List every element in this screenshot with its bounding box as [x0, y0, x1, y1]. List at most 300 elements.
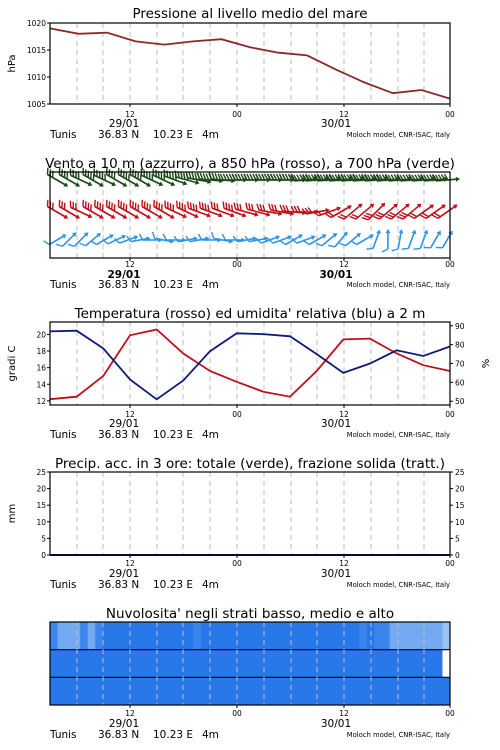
cloud-cell	[125, 677, 133, 705]
y-right-tick-label: 20	[455, 484, 465, 494]
cloud-cell	[103, 622, 111, 650]
cloud-cell	[171, 650, 179, 678]
cloud-cell	[141, 622, 149, 650]
cloud-cell	[442, 622, 450, 650]
location-alt: 4m	[202, 729, 219, 741]
cloud-cell	[276, 677, 284, 705]
wind-barb	[433, 173, 461, 184]
cloud-cell	[88, 650, 96, 678]
cloud-cell	[344, 677, 352, 705]
x-tick-label: 12	[125, 709, 135, 718]
cloud-cell	[193, 622, 201, 650]
wind-barb-head	[75, 214, 81, 220]
cloud-cell	[427, 650, 435, 678]
cloud-cell	[216, 650, 224, 678]
cloud-cell	[133, 677, 141, 705]
x-tick-label: 12	[125, 260, 135, 269]
location-name: Tunis	[50, 429, 77, 441]
wind-barb-flag	[174, 236, 178, 242]
cloud-cell	[276, 622, 284, 650]
wind-barb-flag	[56, 242, 62, 248]
cloud-cell	[314, 677, 322, 705]
date-label: 29/01	[108, 418, 140, 430]
wind-barb-head	[171, 182, 177, 188]
cloud-cell	[299, 677, 307, 705]
wind-barb-head	[88, 214, 94, 220]
cloud-cell	[269, 622, 277, 650]
cloud-cell	[163, 622, 171, 650]
x-tick-label: 12	[339, 709, 349, 718]
cloud-cell	[50, 650, 58, 678]
wind-barb-flag	[185, 172, 189, 178]
cloud-cell	[375, 677, 383, 705]
wind-barb-flag	[68, 242, 74, 248]
cloud-cell	[224, 650, 232, 678]
wind-barb-head	[109, 232, 115, 238]
wind-barb-head	[183, 181, 188, 187]
y-tick-label: 16	[36, 363, 46, 373]
x-tick-label: 00	[445, 559, 455, 568]
cloud-cell	[178, 622, 186, 650]
cloud-cell	[156, 677, 164, 705]
y-tick-label: 20	[36, 330, 46, 340]
x-tick-label: 00	[445, 410, 455, 419]
cloud-cell	[412, 677, 420, 705]
cloud-cell	[322, 677, 330, 705]
cloud-cell	[246, 650, 254, 678]
chart-title: Precip. acc. in 3 ore: totale (verde), frazione solida (tratt.)	[55, 456, 445, 472]
wind-barb-head	[159, 182, 165, 188]
y-axis-label: mm	[7, 503, 18, 524]
cloud-cell	[390, 622, 398, 650]
wind-barb-flag	[279, 205, 283, 211]
cloud-cell	[344, 650, 352, 678]
pressure-line	[50, 28, 450, 98]
cloud-cell	[254, 677, 262, 705]
cloud-cell	[314, 622, 322, 650]
wind-barb-head	[75, 182, 81, 188]
y-tick-label: 14	[36, 380, 46, 390]
x-tick-label: 00	[445, 709, 455, 718]
cloud-cell	[118, 650, 126, 678]
wind-barb-head	[398, 229, 404, 234]
wind-barb-flag	[392, 248, 398, 252]
wind-barb	[186, 232, 210, 244]
wind-barb-flag	[268, 204, 272, 210]
model-credit: Moloch model, CNR-ISAC, Italy	[346, 731, 450, 739]
wind-barb	[79, 228, 102, 249]
cloud-cell	[299, 622, 307, 650]
location-name: Tunis	[50, 129, 77, 141]
cloud-cell	[254, 650, 262, 678]
cloud-cell	[239, 622, 247, 650]
y-right-tick-label: 25	[455, 468, 465, 477]
y-right-tick-label: 10	[455, 517, 465, 527]
cloud-cell	[148, 650, 156, 678]
cloud-cell	[442, 677, 450, 705]
wind-barb-flag	[328, 243, 335, 249]
y-tick-label: 10	[36, 517, 46, 527]
y-tick-label: 1020	[26, 19, 46, 28]
wind-barb-shaft	[74, 234, 87, 247]
cloud-cell	[382, 677, 390, 705]
cloud-cell	[50, 622, 58, 650]
wind-barb-flag	[174, 201, 179, 208]
wind-barb-flag	[250, 174, 253, 180]
cloud-cell	[125, 622, 133, 650]
cloud-cell	[65, 677, 73, 705]
wind-barb	[174, 232, 198, 244]
date-label: 29/01	[108, 118, 140, 130]
wind-barb-shaft	[408, 232, 414, 249]
cloud-cell	[299, 650, 307, 678]
cloud-cell	[193, 650, 201, 678]
date-label: 30/01	[320, 718, 352, 730]
cloud-cell	[110, 677, 118, 705]
wind-barb-shaft	[49, 236, 65, 245]
y-tick-label: 1015	[26, 46, 46, 55]
cloud-cell	[186, 622, 194, 650]
wind-barb-head	[412, 229, 418, 234]
wind-barb-head	[123, 182, 129, 188]
wind-barb-head	[170, 214, 176, 220]
cloud-cell	[65, 622, 73, 650]
cloud-cell	[201, 622, 209, 650]
cloud-cell	[427, 622, 435, 650]
cloud-cell	[80, 622, 88, 650]
cloud-cell	[314, 650, 322, 678]
wind-barb-flag	[436, 245, 443, 251]
model-credit: Moloch model, CNR-ISAC, Italy	[346, 131, 450, 139]
y-tick-label: 1005	[26, 100, 46, 109]
cloud-cell	[246, 622, 254, 650]
wind-barb	[328, 228, 349, 251]
wind-barb-flag	[256, 204, 260, 210]
cloud-cell	[390, 650, 398, 678]
cloud-cell	[412, 622, 420, 650]
cloud-cell	[359, 677, 367, 705]
wind-barb-head	[311, 234, 316, 240]
x-tick-label: 00	[445, 110, 455, 119]
cloud-cell	[201, 677, 209, 705]
location-lat: 36.83 N	[98, 279, 140, 291]
wind-barb-head	[456, 176, 460, 181]
wind-barb-head	[62, 232, 68, 238]
cloud-cell	[284, 677, 292, 705]
wind-barb-flag	[339, 241, 345, 248]
cloud-cell	[329, 622, 337, 650]
cloud-cell	[193, 677, 201, 705]
wind-barb-flag	[221, 202, 226, 209]
date-label: 30/01	[320, 118, 352, 130]
wind-barb	[140, 234, 163, 243]
location-lat: 36.83 N	[98, 579, 140, 591]
cloud-cell	[110, 622, 118, 650]
cloud-cell	[141, 677, 149, 705]
wind-barb-flag	[382, 249, 388, 252]
wind-barb-head	[146, 182, 152, 188]
cloud-cell	[329, 677, 337, 705]
wind-barb-flag	[226, 174, 229, 180]
cloud-cell	[382, 650, 390, 678]
y-tick-label: 1010	[26, 73, 46, 82]
cloud-cell	[231, 677, 239, 705]
wind-barb-flag	[366, 246, 373, 251]
cloud-cell	[208, 677, 216, 705]
cloud-cell	[224, 677, 232, 705]
cloud-cell	[224, 622, 232, 650]
wind-barb-flag	[277, 174, 280, 180]
model-credit: Moloch model, CNR-ISAC, Italy	[346, 431, 450, 439]
x-tick-label: 12	[125, 410, 135, 419]
plot-frame	[50, 472, 450, 555]
location-alt: 4m	[202, 279, 219, 291]
cloud-cell	[269, 677, 277, 705]
cloud-cell	[322, 622, 330, 650]
cloud-cell	[292, 650, 300, 678]
wind-barb-flag	[222, 234, 225, 240]
cloud-cell	[405, 650, 413, 678]
x-tick-label: 12	[125, 110, 135, 119]
cloud-cell	[216, 677, 224, 705]
x-tick-label: 12	[339, 260, 349, 269]
wind-barb-shaft	[398, 231, 401, 249]
cloud-cell	[239, 677, 247, 705]
location-lat: 36.83 N	[98, 429, 140, 441]
x-tick-label: 12	[339, 110, 349, 119]
cloud-cell	[329, 650, 337, 678]
y-tick-label: 0	[41, 551, 46, 560]
wind-barb-flag	[223, 174, 226, 180]
location-alt: 4m	[202, 429, 219, 441]
wind-barb-flag	[297, 206, 300, 212]
cloud-cell	[375, 650, 383, 678]
wind-barb-head	[123, 214, 129, 220]
cloud-cell	[118, 622, 126, 650]
cloud-cell	[405, 677, 413, 705]
wind-barb-head	[437, 229, 443, 235]
y-tick-label: 12	[36, 396, 46, 406]
date-label: 29/01	[108, 568, 140, 580]
cloud-cell	[65, 650, 73, 678]
wind-barb-head	[99, 214, 105, 220]
wind-barb-shaft	[357, 236, 373, 245]
wind-barb	[210, 232, 234, 244]
cloud-cell	[390, 677, 398, 705]
cloud-cell	[261, 622, 269, 650]
y-tick-label: 20	[36, 484, 46, 494]
wind-barb-head	[230, 213, 235, 219]
date-label: 29/01	[108, 718, 140, 730]
cloud-cell	[397, 677, 405, 705]
cloud-cell	[80, 650, 88, 678]
model-credit: Moloch model, CNR-ISAC, Italy	[346, 581, 450, 589]
wind-barb-flag	[152, 232, 156, 238]
model-credit: Moloch model, CNR-ISAC, Italy	[346, 281, 450, 289]
wind-barb-head	[194, 214, 200, 220]
wind-barb-head	[111, 214, 117, 220]
wind-barb-head	[206, 213, 211, 219]
cloud-cell	[118, 677, 126, 705]
wind-barb-flag	[68, 201, 73, 208]
cloud-cell	[405, 622, 413, 650]
cloud-cell	[103, 650, 111, 678]
cloud-cell	[103, 677, 111, 705]
y-right-tick-label: 0	[455, 551, 460, 560]
wind-barb	[436, 227, 455, 251]
wind-barb-shaft	[373, 232, 379, 249]
cloud-cell	[261, 677, 269, 705]
x-tick-label: 00	[232, 260, 242, 269]
cloud-cell	[359, 650, 367, 678]
x-tick-label: 12	[339, 410, 349, 419]
wind-barb-flag	[285, 174, 288, 180]
location-lon: 10.23 E	[153, 729, 194, 741]
cloud-cell	[442, 650, 450, 678]
wind-barb	[366, 228, 382, 253]
y-right-tick-label: 50	[455, 397, 465, 407]
cloud-cell	[186, 650, 194, 678]
cloud-cell	[261, 650, 269, 678]
wind-barb-head	[88, 182, 94, 188]
cloud-cell	[239, 650, 247, 678]
cloud-cell	[171, 622, 179, 650]
cloud-cell	[216, 622, 224, 650]
wind-barb-head	[111, 182, 117, 188]
cloud-cell	[50, 677, 58, 705]
wind-barb-head	[134, 182, 140, 188]
chart-title: Pressione al livello medio del mare	[132, 6, 368, 22]
cloud-cell	[58, 677, 66, 705]
date-label: 30/01	[320, 568, 352, 580]
cloud-cell	[186, 677, 194, 705]
x-tick-label: 00	[445, 260, 455, 269]
wind-barb-flag	[44, 239, 50, 246]
wind-barb-flag	[186, 202, 191, 209]
x-tick-label: 00	[232, 709, 242, 718]
y-right-tick-label: 70	[455, 359, 465, 369]
wind-barb-shaft	[431, 232, 440, 248]
cloud-cell	[125, 650, 133, 678]
wind-barb-head	[64, 182, 70, 188]
wind-barb-flag	[424, 245, 431, 251]
cloud-cell	[110, 650, 118, 678]
y-right-tick-label: 60	[455, 378, 465, 388]
cloud-cell	[80, 677, 88, 705]
x-tick-label: 00	[232, 410, 242, 419]
cloud-cell	[133, 650, 141, 678]
cloud-cell	[73, 677, 81, 705]
y-tick-label: 5	[41, 534, 46, 544]
wind-barb-head	[218, 213, 223, 219]
wind-barb-flag	[238, 174, 241, 180]
y-axis-label: hPa	[7, 54, 18, 73]
x-tick-label: 00	[232, 559, 242, 568]
cloud-cell	[95, 677, 103, 705]
wind-barb	[325, 200, 353, 221]
location-lon: 10.23 E	[153, 579, 194, 591]
cloud-cell	[133, 622, 141, 650]
wind-barb	[414, 228, 430, 253]
wind-barb	[151, 232, 175, 244]
cloud-cell	[412, 650, 420, 678]
wind-barb-flag	[294, 206, 297, 212]
cloud-cell	[307, 677, 315, 705]
cloud-cell	[352, 622, 360, 650]
x-tick-label: 00	[232, 110, 242, 119]
y-tick-label: 25	[36, 468, 46, 477]
location-name: Tunis	[50, 729, 77, 741]
cloud-cell	[58, 650, 66, 678]
cloud-cell	[322, 650, 330, 678]
cloud-cell	[95, 650, 103, 678]
location-lon: 10.23 E	[153, 279, 194, 291]
cloud-cell	[88, 677, 96, 705]
cloud-cell	[171, 677, 179, 705]
y-right-tick-label: 5	[455, 534, 460, 544]
wind-barb-head	[369, 232, 375, 238]
date-label: 30/01	[320, 418, 352, 430]
date-label: 30/01	[319, 269, 353, 281]
cloud-cell	[148, 622, 156, 650]
wind-barb-head	[99, 182, 105, 188]
cloud-cell	[367, 677, 375, 705]
date-label: 29/01	[107, 269, 141, 281]
cloud-cell	[231, 650, 239, 678]
cloud-cell	[163, 650, 171, 678]
cloud-cell	[435, 677, 443, 705]
wind-barb-head	[376, 229, 382, 234]
cloud-cell	[178, 650, 186, 678]
cloud-cell	[427, 677, 435, 705]
wind-barb-head	[242, 213, 247, 219]
location-name: Tunis	[50, 579, 77, 591]
cloud-cell	[58, 622, 66, 650]
cloud-cell	[201, 650, 209, 678]
cloud-cell	[269, 650, 277, 678]
wind-barb-head	[158, 214, 164, 220]
cloud-cell	[359, 622, 367, 650]
location-lat: 36.83 N	[98, 129, 140, 141]
cloud-cell	[292, 622, 300, 650]
wind-barb-flag	[197, 202, 202, 209]
location-alt: 4m	[202, 579, 219, 591]
x-tick-label: 12	[339, 559, 349, 568]
wind-barb-head	[64, 214, 70, 220]
wind-barb-head	[134, 214, 140, 220]
wind-barb-head	[347, 203, 353, 209]
y-tick-label: 15	[36, 501, 46, 511]
temperature-line	[50, 330, 450, 400]
location-alt: 4m	[202, 129, 219, 141]
chart-title: Temperatura (rosso) ed umidita' relativa (blu) a 2 m	[74, 306, 426, 322]
location-lon: 10.23 E	[153, 429, 194, 441]
wind-barb-head	[134, 234, 139, 240]
wind-barb-head	[275, 234, 280, 240]
cloud-cell	[435, 650, 443, 678]
cloud-cell	[337, 677, 345, 705]
wind-barb-head	[385, 229, 390, 233]
wind-barb-flag	[402, 246, 409, 251]
wind-barb-flag	[163, 234, 166, 240]
y-right-tick-label: 80	[455, 340, 465, 350]
y-right-axis-label: %	[481, 358, 492, 369]
cloud-cell	[307, 650, 315, 678]
wind-barb-head	[322, 232, 328, 238]
wind-barb-head	[298, 232, 304, 238]
y-right-tick-label: 90	[455, 321, 465, 331]
chart-title: Nuvolosita' negli strati basso, medio e alto	[105, 606, 395, 622]
